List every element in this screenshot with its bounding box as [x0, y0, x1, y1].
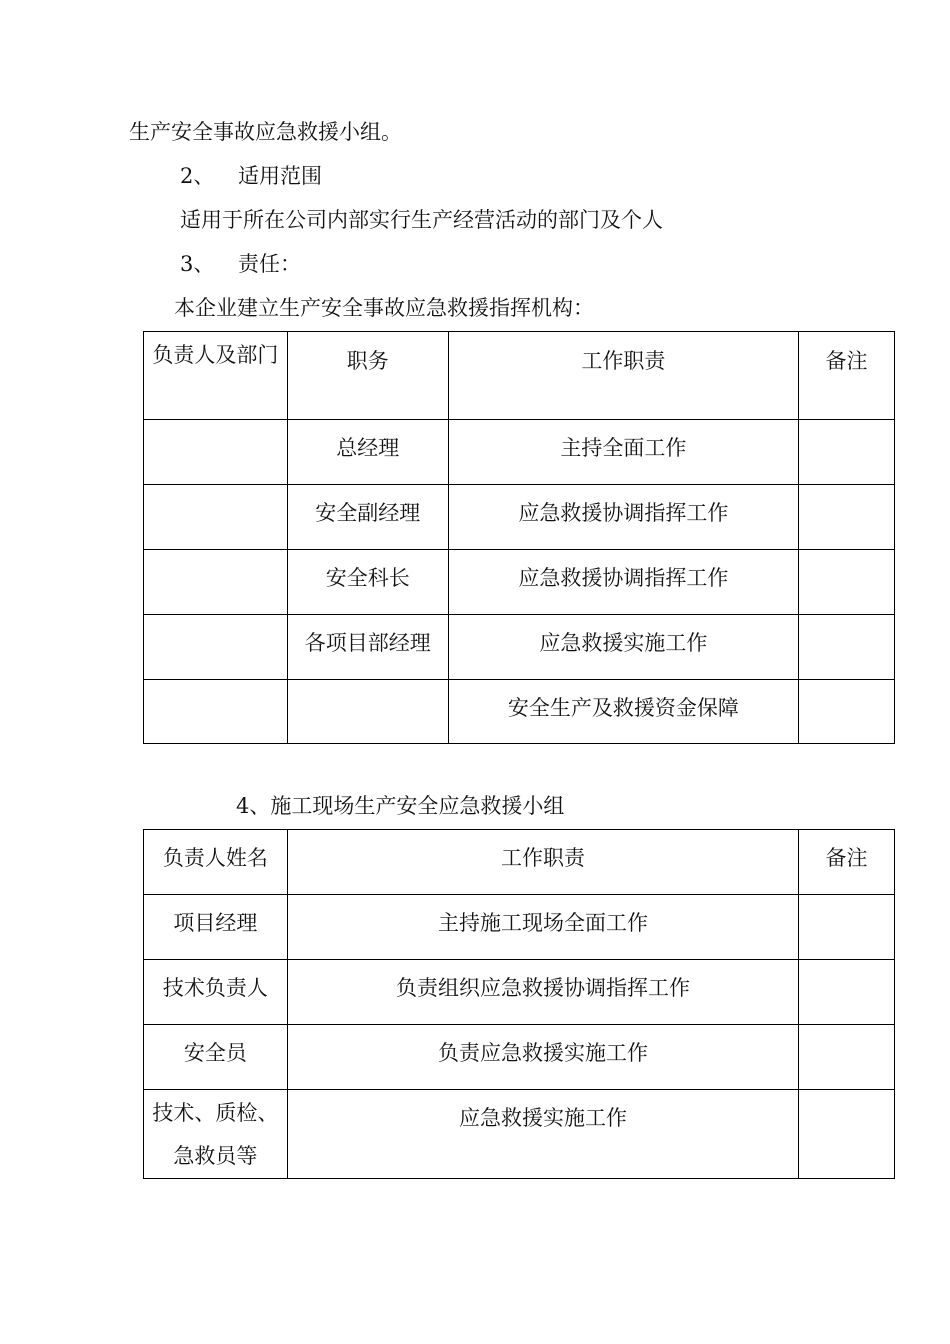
header-cell-remark: 备注 [799, 830, 895, 895]
cell-duty: 主持施工现场全面工作 [287, 895, 798, 960]
table-row [144, 420, 895, 485]
cell-person [144, 680, 288, 744]
cell-person [144, 420, 288, 485]
cell-duty: 负责应急救援实施工作 [287, 1025, 798, 1090]
table-row [144, 550, 895, 615]
table-row [144, 960, 895, 1025]
table-row [144, 615, 895, 680]
cell-remark [799, 960, 895, 1025]
section-2-heading [180, 162, 322, 190]
table-row [144, 1025, 895, 1090]
table-row [144, 485, 895, 550]
section-3-number: 3、 [180, 252, 215, 276]
cell-person: 安全员 [144, 1025, 288, 1090]
org-intro: 本企业建立生产安全事故应急救援指挥机构： [174, 296, 594, 320]
cell-remark [799, 615, 895, 680]
cell-position [287, 680, 448, 744]
cell-person [144, 485, 288, 550]
section-2-number: 2、 [180, 164, 215, 188]
cell-duty: 应急救援实施工作 [287, 1090, 798, 1179]
site-rescue-team-table [143, 829, 895, 1179]
cell-position: 安全副经理 [287, 485, 448, 550]
scope-text: 适用于所在公司内部实行生产经营活动的部门及个人 [180, 208, 663, 232]
cell-person [144, 550, 288, 615]
cell-remark [799, 485, 895, 550]
header-cell-remark: 备注 [799, 332, 895, 420]
cell-person: 技术、质检、急救员等 [144, 1090, 288, 1179]
cell-duty: 应急救援实施工作 [448, 615, 798, 680]
header-cell-duty: 工作职责 [448, 332, 798, 420]
cell-remark [799, 895, 895, 960]
table-header-row [144, 332, 895, 420]
cell-remark [799, 550, 895, 615]
cell-person: 项目经理 [144, 895, 288, 960]
cell-duty: 负责组织应急救援协调指挥工作 [287, 960, 798, 1025]
section-4-heading: 4、施工现场生产安全应急救援小组 [236, 794, 565, 818]
section-2-title: 适用范围 [238, 164, 322, 188]
cell-remark [799, 1025, 895, 1090]
section-3-title: 责任： [238, 252, 301, 276]
cell-person [144, 615, 288, 680]
table-row [144, 895, 895, 960]
cell-position: 总经理 [287, 420, 448, 485]
cell-duty: 安全生产及救援资金保障 [448, 680, 798, 744]
intro-line: 生产安全事故应急救援小组。 [129, 120, 402, 144]
command-org-table [143, 331, 895, 744]
cell-remark [799, 1090, 895, 1179]
cell-duty: 主持全面工作 [448, 420, 798, 485]
cell-position: 安全科长 [287, 550, 448, 615]
section-3-heading [180, 250, 301, 278]
cell-remark [799, 420, 895, 485]
cell-duty: 应急救援协调指挥工作 [448, 550, 798, 615]
header-cell-duty: 工作职责 [287, 830, 798, 895]
header-cell-position: 职务 [287, 332, 448, 420]
cell-remark [799, 680, 895, 744]
cell-duty: 应急救援协调指挥工作 [448, 485, 798, 550]
table-row [144, 1090, 895, 1179]
table-row [144, 680, 895, 744]
header-cell-name: 负责人姓名 [144, 830, 288, 895]
table-header-row [144, 830, 895, 895]
cell-position: 各项目部经理 [287, 615, 448, 680]
cell-person: 技术负责人 [144, 960, 288, 1025]
header-cell-person-dept: 负责人及部门 [144, 332, 288, 420]
